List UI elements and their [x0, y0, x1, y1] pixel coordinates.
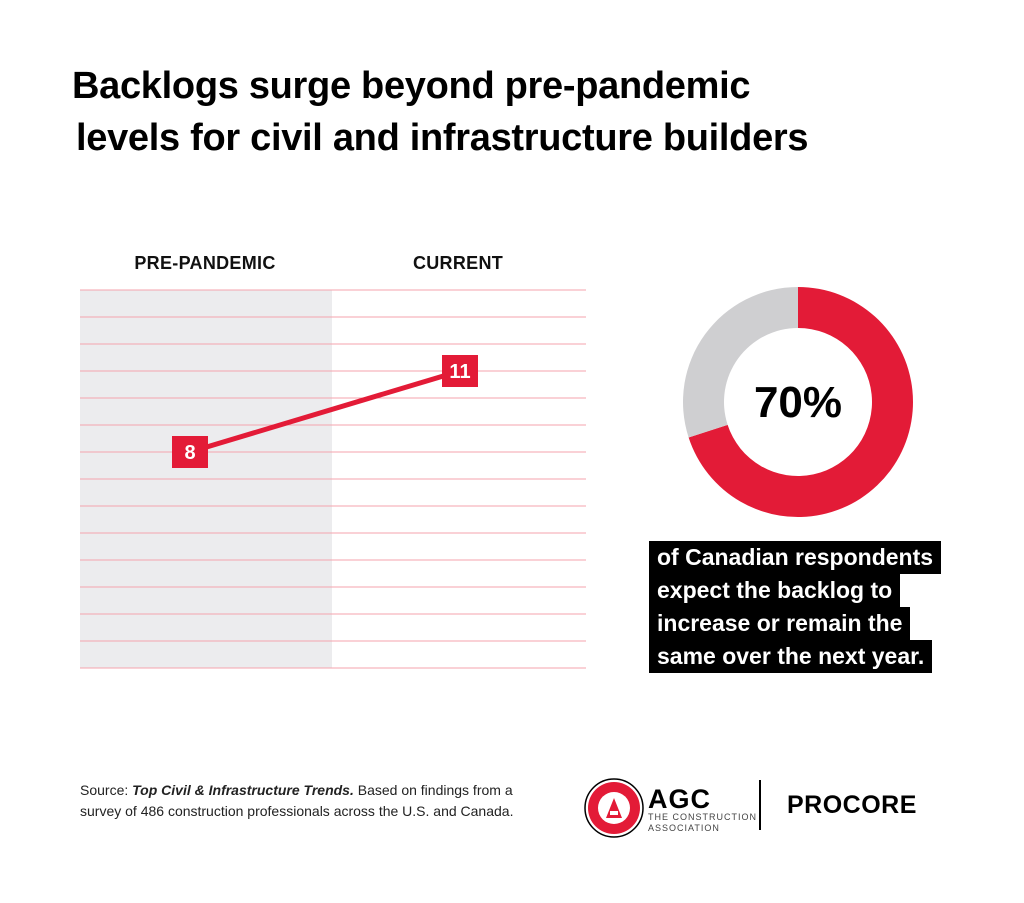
donut-chart: [680, 284, 916, 520]
agc-name: AGC: [648, 784, 711, 814]
source-note: [80, 780, 540, 822]
source-prefix: Source:: [80, 782, 133, 798]
agc-sub-1: THE CONSTRUCTION: [648, 812, 757, 822]
agc-sub-2: ASSOCIATION: [648, 823, 720, 833]
agc-logo-text: [648, 786, 757, 834]
stat-caption: [649, 541, 979, 673]
logo-divider: [759, 780, 761, 830]
source-text: Based on findings from a survey of 486 construction professionals across the U.S. and Canada.: [80, 782, 514, 819]
category-label-current: CURRENT: [412, 253, 504, 273]
procore-logo: PROCORE: [787, 791, 917, 819]
donut-center-label: 70%: [753, 378, 843, 427]
data-label: 11: [449, 361, 471, 383]
caption-line-3: increase or remain the: [649, 607, 910, 640]
agc-seal-logo: [584, 778, 644, 838]
caption-line-2: expect the backlog to: [649, 574, 900, 607]
caption-line-4: same over the next year.: [649, 640, 932, 673]
category-label-pre-pandemic: PRE-PANDEMIC: [134, 253, 276, 273]
data-label: 8: [184, 442, 196, 464]
title-line-1: Backlogs surge beyond pre-pandemic: [72, 65, 751, 107]
caption-line-1: of Canadian respondents: [649, 541, 941, 574]
title-line-2: levels for civil and infrastructure builders: [76, 117, 809, 159]
source-title: Top Civil & Infrastructure Trends.: [132, 782, 354, 798]
